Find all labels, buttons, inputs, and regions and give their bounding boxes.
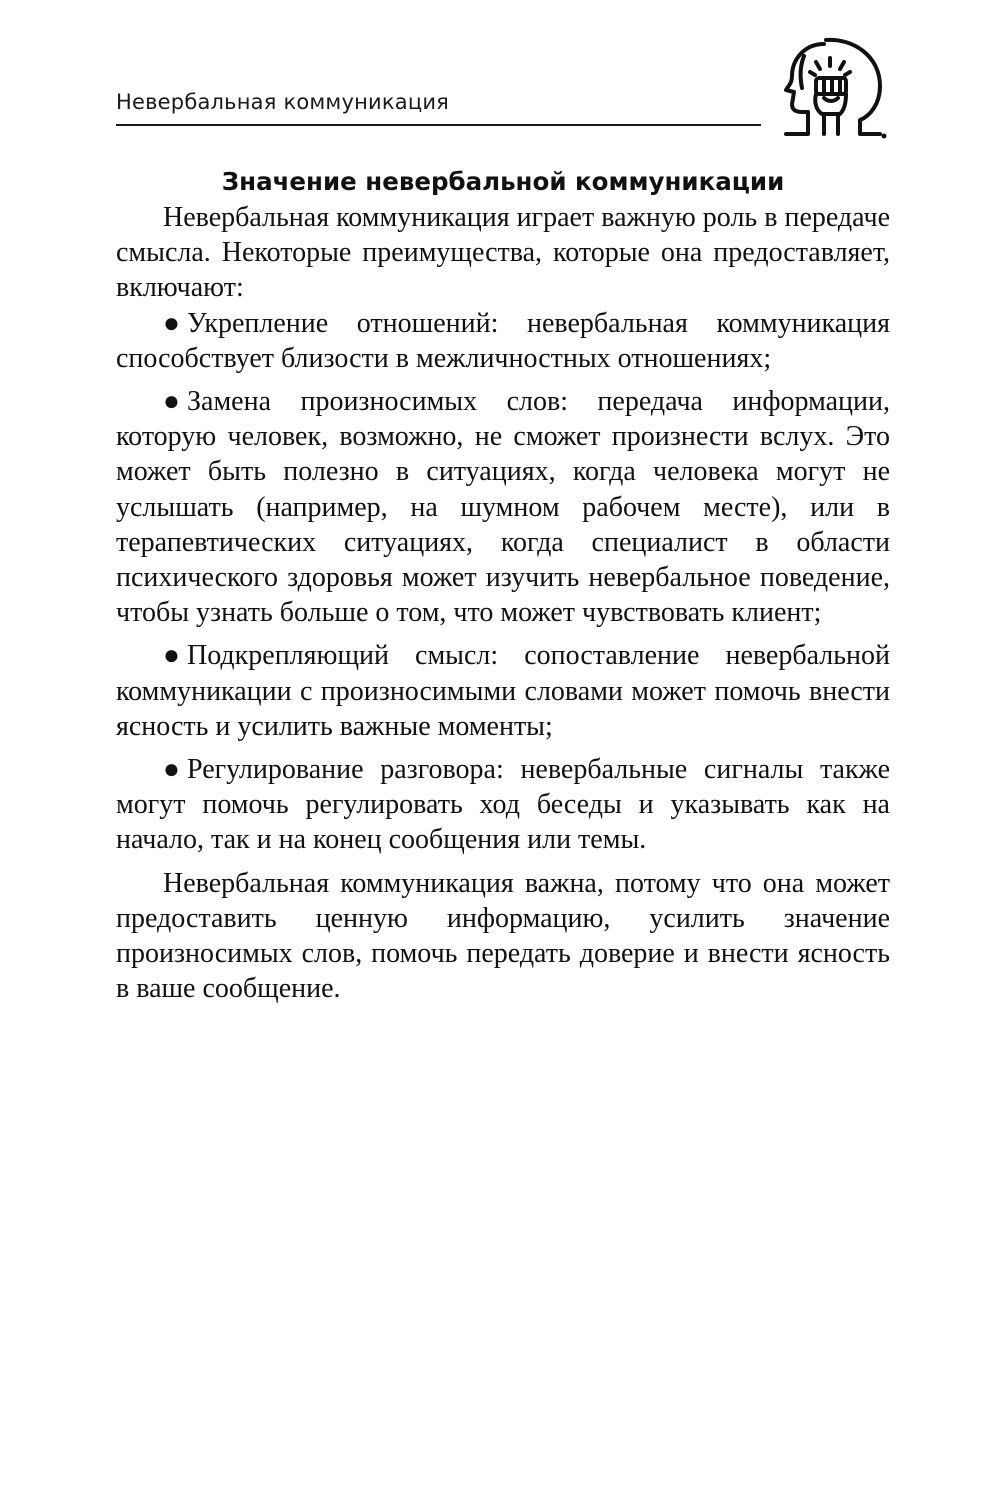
head-fist-icon [768, 32, 888, 142]
list-item [116, 638, 890, 744]
list-item [116, 752, 890, 858]
bullet-icon: ● [163, 754, 180, 786]
intro-text: Невербальная коммуникация играет важную роль в передаче смысла. Некоторые преимущества, которые она предоставляет, включают: [116, 202, 890, 304]
fist-palm [815, 94, 846, 114]
conclusion-paragraph [116, 866, 890, 1007]
bullet-icon: ● [163, 307, 180, 339]
list-item [116, 384, 890, 630]
intro-paragraph [116, 200, 890, 306]
head-profile-line [801, 56, 804, 88]
running-title: Невербальная коммуникация [116, 90, 450, 114]
section-heading: Значение невербальной коммуникации [221, 167, 785, 196]
bullet-icon: ● [163, 386, 180, 418]
list-item [116, 306, 890, 376]
body-text [116, 200, 890, 1006]
emphasis-rays [810, 58, 850, 75]
running-header [116, 84, 761, 126]
list-item-text: Подкрепляющий смысл: сопоставление невербальной коммуникации с произносимыми словами может помочь внести ясность и усилить важные моменты; [116, 640, 890, 742]
list-item-text: Регулирование разговора: невербальные сигналы также могут помочь регулировать ход беседы и указывать как на начало, так и на конец сообщения или темы. [116, 754, 890, 856]
head-outline-outer [826, 40, 880, 134]
conclusion-text: Невербальная коммуникация важна, потому что она может предоставить ценную информацию, усилить значение произносимых слов, помочь передать доверие и внести ясность в ваше сообщение. [116, 867, 890, 1005]
list-item-text: Замена произносимых слов: передача информации, которую человек, возможно, не сможет произнести вслух. Это может быть полезно в ситуациях, когда человека могут не услышать (например, на шумном рабочем месте), или в терапевтических ситуациях, когда специалист в области психического здоровья может изучить невербальное поведение, чтобы узнать больше о том, что может чувствовать клиент; [116, 386, 890, 629]
fist-wrist [824, 114, 838, 134]
bullet-icon: ● [163, 640, 180, 672]
list-item-text: Укрепление отношений: невербальная коммуникация способствует близости в межличностных отношениях; [116, 307, 890, 374]
